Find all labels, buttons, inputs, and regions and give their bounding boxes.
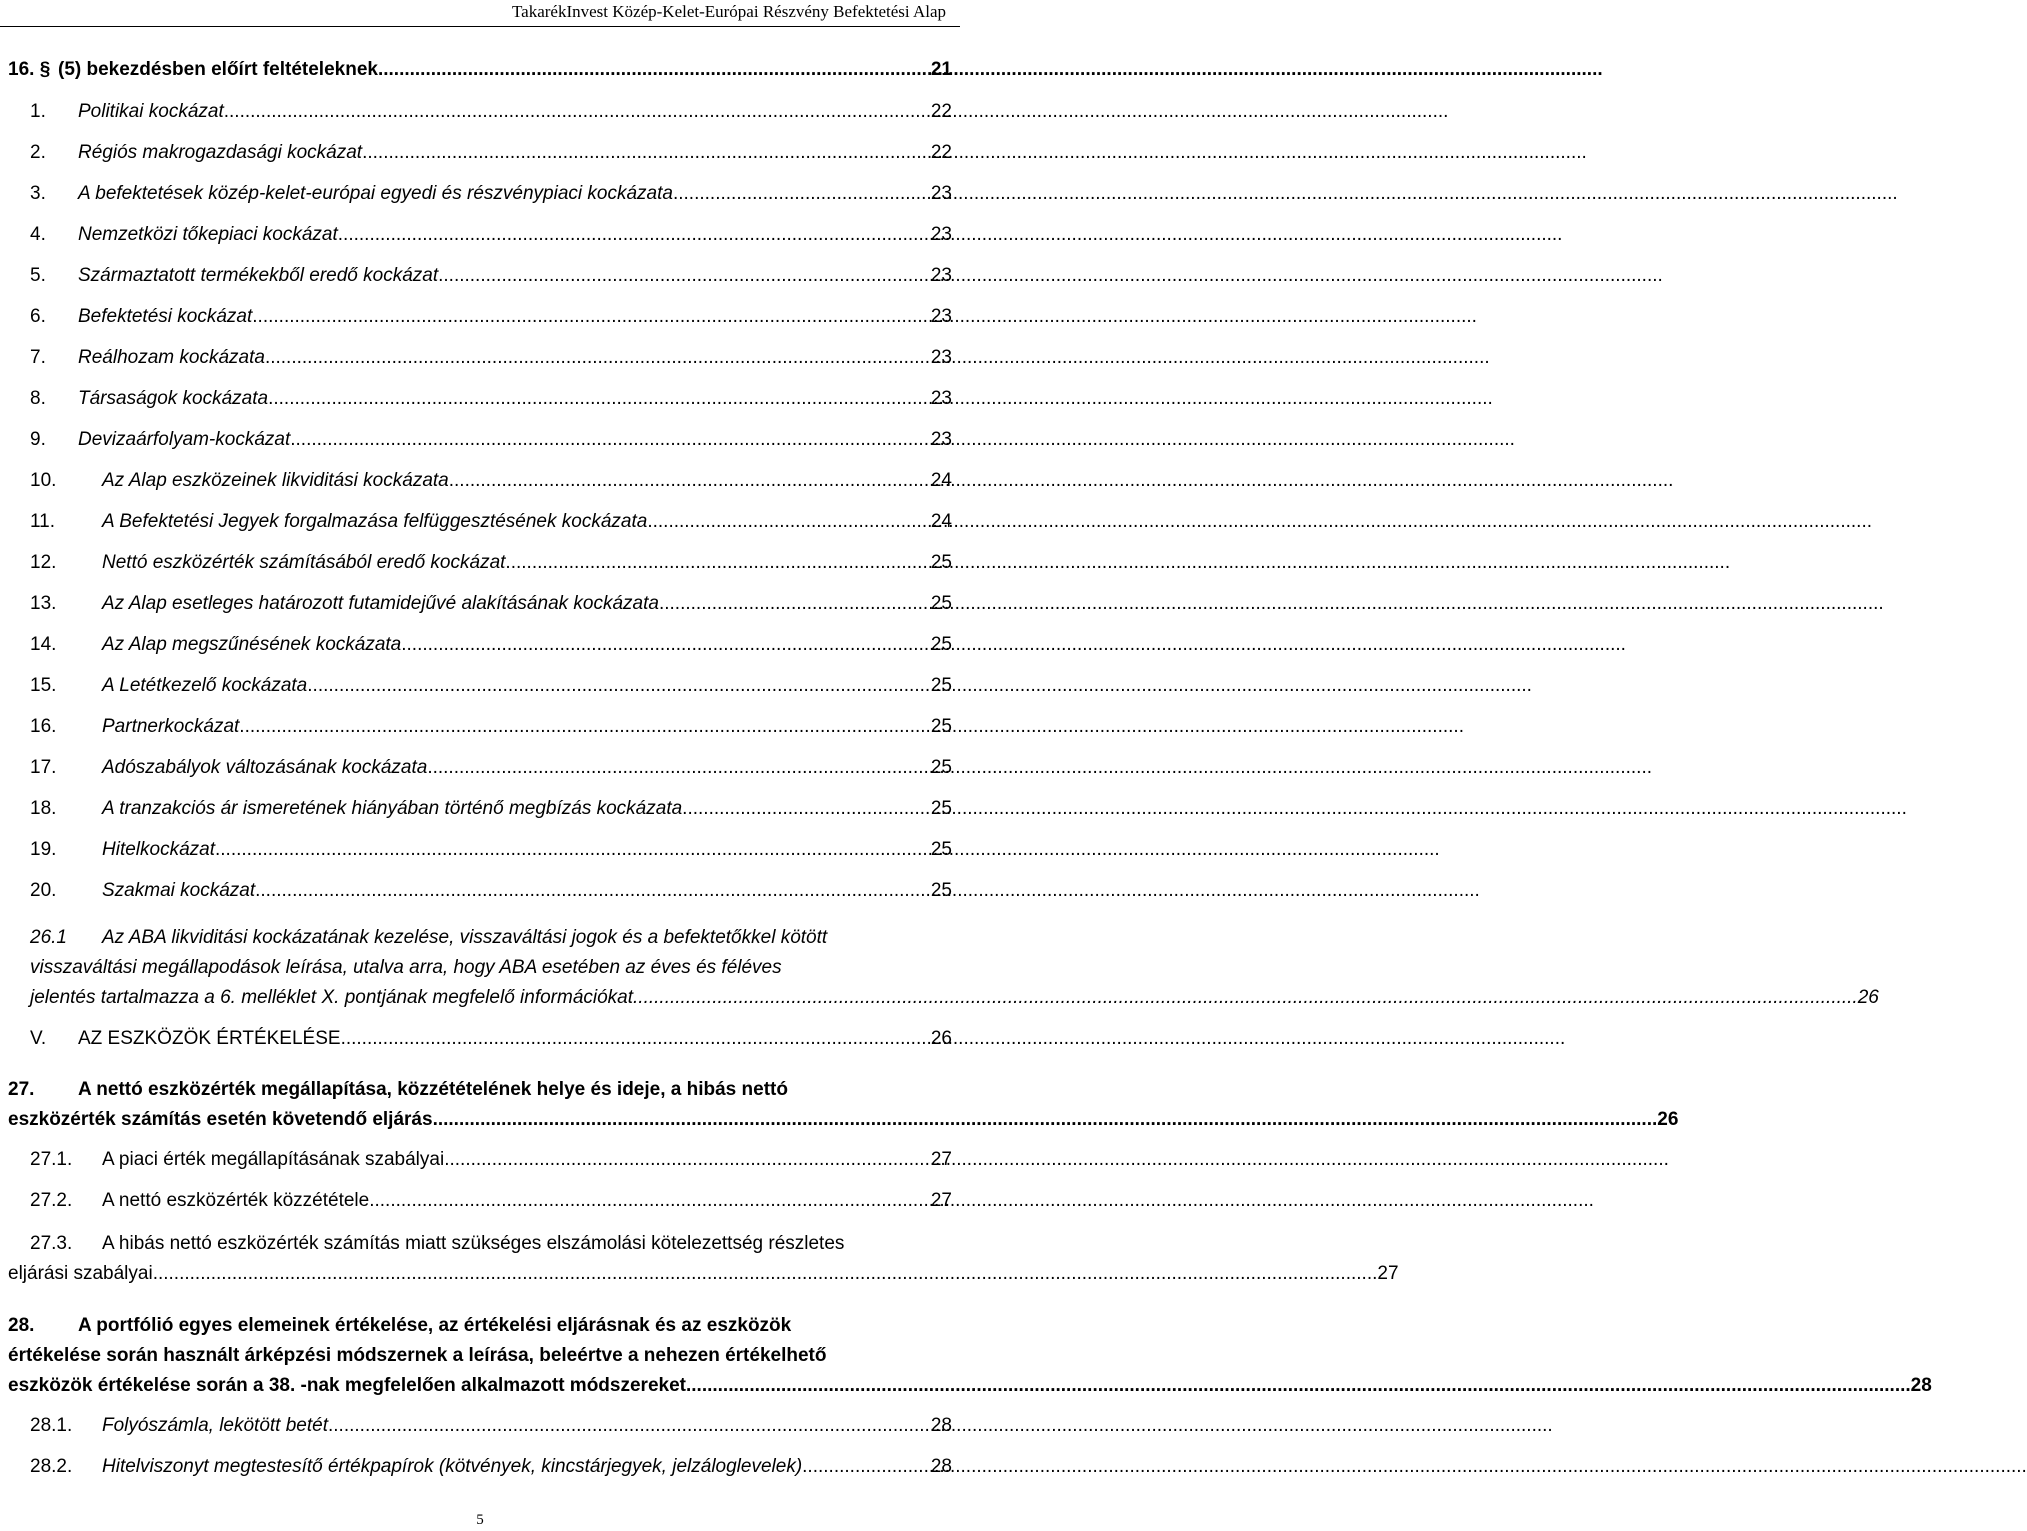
toc-entry[interactable] <box>8 581 952 622</box>
toc-leader-dots <box>444 1137 931 1182</box>
toc-entry-title: Partnerkockázat <box>102 716 240 737</box>
toc-entry[interactable] <box>8 1403 952 1444</box>
toc-leader-dots <box>673 171 931 216</box>
toc-entry-number: 27.2. <box>30 1190 73 1211</box>
toc-entry-page: 23 <box>930 306 952 327</box>
toc-leader-dots <box>802 1444 931 1489</box>
toc-leader-dots <box>268 376 931 421</box>
toc-entry-title: Devizaárfolyam-kockázat <box>78 429 291 450</box>
toc-entry-number: 6. <box>30 306 46 327</box>
toc-entry-page: 25 <box>930 716 952 737</box>
toc-entry[interactable] <box>8 47 952 89</box>
toc-entry-number: 27.3. <box>30 1233 73 1254</box>
toc-entry[interactable] <box>8 335 952 376</box>
toc-entry-page: 23 <box>930 429 952 450</box>
toc-entry-title-line: A portfólió egyes elemeinek értékelése, az értékelési eljárásnak és az eszközök <box>78 1315 792 1336</box>
toc-entry-title: Nemzetközi tőkepiaci kockázat <box>78 224 338 245</box>
toc-entry-title: Társaságok kockázata <box>78 388 269 409</box>
toc-leader-dots <box>338 212 931 257</box>
toc-entry[interactable] <box>8 827 952 868</box>
toc-entry[interactable] <box>8 663 952 704</box>
toc-entry-title: A piaci érték megállapításának szabályai <box>102 1149 445 1170</box>
toc-entry-page: 22 <box>930 101 952 122</box>
toc-entry-title-line: eszközérték számítás esetén követendő eljárás <box>8 1109 433 1130</box>
toc-entry[interactable] <box>8 212 952 253</box>
toc-entry[interactable] <box>8 909 1879 1015</box>
toc-entry[interactable] <box>8 376 952 417</box>
toc-entry-title: A befektetések közép-kelet-európai egyedi és részvénypiaci kockázata <box>78 183 673 204</box>
toc-entry[interactable] <box>8 868 952 909</box>
toc-entry-title: A tranzakciós ár ismeretének hiányában történő megbízás kockázata <box>102 798 683 819</box>
toc-entry-number: 27. <box>8 1079 35 1100</box>
toc-entry[interactable] <box>8 1444 952 1485</box>
toc-entry-page: 27 <box>930 1190 952 1211</box>
toc-leader-dots <box>686 1371 1911 1401</box>
toc-entry-number: 20. <box>30 880 57 901</box>
toc-entry-number: 1. <box>30 101 46 122</box>
toc-entry-number: 10. <box>30 470 57 491</box>
toc-entry-page: 26 <box>1657 1109 1679 1130</box>
toc-entry-title: Az Alap eszközeinek likviditási kockázata <box>102 470 449 491</box>
toc-entry-title: Folyószámla, lekötött betét <box>102 1415 328 1436</box>
toc-entry-number: 11. <box>30 511 56 532</box>
toc-entry-number: 12. <box>30 552 57 573</box>
toc-entry-number: 28.2. <box>30 1456 73 1477</box>
toc-entry-number: 27.1. <box>30 1149 73 1170</box>
toc-entry-number: 15. <box>30 675 57 696</box>
toc-entry-title: Hitelviszonyt megtestesítő értékpapírok (kötvények, kincstárjegyek, jelzáloglevelek) <box>102 1456 803 1477</box>
toc-entry[interactable] <box>8 745 952 786</box>
toc-entry[interactable] <box>8 1219 1399 1301</box>
toc-entry-title: Származtatott termékekből eredő kockázat <box>78 265 439 286</box>
toc-leader-dots <box>401 622 931 667</box>
toc-leader-dots <box>682 786 931 831</box>
toc-entry-title: Szakmai kockázat <box>102 880 256 901</box>
toc-entry[interactable] <box>8 89 952 130</box>
toc-entry[interactable] <box>8 1063 1679 1137</box>
toc-leader-dots <box>369 1178 931 1223</box>
toc-leader-dots <box>239 704 931 749</box>
page-number: 5 <box>476 1512 484 1528</box>
toc-entry[interactable] <box>8 540 952 581</box>
toc-entry-number: 28. <box>8 1315 35 1336</box>
toc-entry-title-line: eljárási szabályai <box>8 1263 153 1284</box>
toc-leader-dots <box>153 1259 1378 1289</box>
toc-entry-title-line: eszközök értékelése során a 38. -nak megfelelően alkalmazott módszereket <box>8 1375 686 1396</box>
toc-entry-number: 4. <box>30 224 46 245</box>
toc-entry-page: 23 <box>930 265 952 286</box>
toc-entry[interactable] <box>8 499 952 540</box>
toc-entry-title: Nettó eszközérték számításából eredő kockázat <box>102 552 506 573</box>
toc-entry-page: 25 <box>930 757 952 778</box>
toc-entry[interactable] <box>8 1301 1932 1403</box>
toc-entry-number: 5. <box>30 265 46 286</box>
toc-entry-page: 23 <box>930 183 952 204</box>
toc-entry-title: AZ ESZKÖZÖK ÉRTÉKELÉSE <box>78 1028 341 1049</box>
toc-leader-dots <box>341 1015 931 1063</box>
toc-leader-dots <box>255 868 931 913</box>
toc-leader-dots <box>290 417 931 462</box>
toc-leader-dots <box>505 540 930 585</box>
toc-entry[interactable] <box>8 458 952 499</box>
toc-entry-number: 9. <box>30 429 46 450</box>
toc-entry[interactable] <box>8 1178 952 1219</box>
toc-leader-dots <box>307 663 931 708</box>
toc-entry[interactable] <box>8 171 952 212</box>
toc-entry-title-line: értékelése során használt árképzési módszernek a leírása, beleértve a nehezen értékelhető <box>8 1345 827 1366</box>
toc-entry-number: 8. <box>30 388 46 409</box>
toc-entry-number: 28.1. <box>30 1415 73 1436</box>
toc-entry-page: 24 <box>930 511 952 532</box>
toc-entry-title: A nettó eszközérték közzététele <box>102 1190 370 1211</box>
toc-entry-number: 18. <box>30 798 57 819</box>
toc-entry[interactable] <box>8 417 952 458</box>
toc-entry[interactable] <box>8 130 952 171</box>
toc-entry-title-line: jelentés tartalmazza a 6. melléklet X. pontjának megfelelő információkat <box>30 987 634 1008</box>
toc-entry-page: 23 <box>930 224 952 245</box>
toc-entry-number: 26.1 <box>30 927 67 948</box>
toc-entry-title: Hitelkockázat <box>102 839 215 860</box>
toc-entry-number: 2. <box>30 142 46 163</box>
toc-entry-page: 26 <box>930 1028 952 1049</box>
toc-leader-dots <box>328 1403 931 1448</box>
toc-entry-page: 24 <box>930 470 952 491</box>
toc-entry-page: 27 <box>1377 1263 1399 1284</box>
toc-entry-page: 23 <box>930 347 952 368</box>
toc-entry-number: 3. <box>30 183 46 204</box>
toc-entry-title: Reálhozam kockázata <box>78 347 265 368</box>
toc-entry-page: 22 <box>930 142 952 163</box>
toc-entry-number: 14. <box>30 634 57 655</box>
toc-entry-page: 28 <box>1910 1375 1932 1396</box>
toc-entry[interactable] <box>8 704 952 745</box>
toc-leader-dots <box>633 983 1858 1013</box>
toc-entry-page: 23 <box>930 388 952 409</box>
toc-leader-dots <box>449 458 931 503</box>
toc-leader-dots <box>438 253 931 298</box>
toc-entry-title: A Befektetési Jegyek forgalmazása felfüggesztésének kockázata <box>102 511 648 532</box>
toc-entry-page: 27 <box>930 1149 952 1170</box>
toc-entry-title: Régiós makrogazdasági kockázat <box>78 142 363 163</box>
toc-entry[interactable] <box>8 1137 952 1178</box>
toc-leader-dots <box>427 745 931 790</box>
toc-entry-number: V. <box>30 1028 47 1049</box>
toc-leader-dots <box>265 335 931 380</box>
toc-entry[interactable] <box>8 1015 952 1063</box>
toc-entry-title: A Letétkezelő kockázata <box>102 675 308 696</box>
toc-entry-title-line: A nettó eszközérték megállapítása, közzétételének helye és ideje, a hibás nettó <box>78 1079 788 1100</box>
toc-leader-dots <box>215 827 931 872</box>
table-of-contents <box>8 47 1932 1485</box>
toc-entry-page: 25 <box>930 593 952 614</box>
toc-entry-title-line: visszaváltási megállapodások leírása, utalva arra, hogy ABA esetében az éves és féléves <box>30 957 782 978</box>
page-header <box>0 0 960 27</box>
toc-leader-dots <box>647 499 931 544</box>
toc-leader-dots <box>362 130 931 175</box>
toc-entry-number: 19. <box>30 839 57 860</box>
toc-entry[interactable] <box>8 294 952 335</box>
toc-entry-page: 21 <box>930 59 952 80</box>
toc-entry-number: 7. <box>30 347 46 368</box>
toc-entry-title-line: Az ABA likviditási kockázatának kezelése, visszaváltási jogok és a befektetőkkel kötött <box>102 927 828 948</box>
toc-entry-title-line: A hibás nettó eszközérték számítás miatt szükséges elszámolási kötelezettség részletes <box>102 1233 845 1254</box>
toc-entry-page: 25 <box>930 552 952 573</box>
toc-entry-number: 16. § <box>8 59 51 80</box>
toc-leader-dots <box>224 89 931 134</box>
toc-entry-title: (5) bekezdésben előírt feltételeknek <box>58 59 378 80</box>
header-rule <box>0 26 960 27</box>
toc-entry-title: Az Alap esetleges határozott futamidejűvé alakításának kockázata <box>102 593 659 614</box>
toc-entry-title: Adószabályok változásának kockázata <box>102 757 428 778</box>
toc-entry-number: 17. <box>30 757 57 778</box>
toc-entry-title: Befektetési kockázat <box>78 306 253 327</box>
toc-entry-page: 28 <box>930 1456 952 1477</box>
toc-entry-number: 16. <box>30 716 57 737</box>
toc-entry-page: 28 <box>930 1415 952 1436</box>
toc-entry[interactable] <box>8 253 952 294</box>
toc-leader-dots <box>433 1105 1658 1135</box>
toc-entry-page: 25 <box>930 839 952 860</box>
toc-leader-dots <box>378 47 931 92</box>
toc-leader-dots <box>659 581 931 626</box>
toc-entry-page: 25 <box>930 880 952 901</box>
toc-entry-page: 25 <box>930 675 952 696</box>
toc-entry-page: 25 <box>930 798 952 819</box>
toc-leader-dots <box>252 294 931 339</box>
document-title: TakarékInvest Közép-Kelet-Európai Részvény Befektetési Alap <box>511 2 946 21</box>
toc-entry-number: 13. <box>30 593 57 614</box>
toc-entry-title: Az Alap megszűnésének kockázata <box>102 634 402 655</box>
toc-entry-title: Politikai kockázat <box>78 101 224 122</box>
toc-entry-page: 26 <box>1857 987 1879 1008</box>
toc-entry[interactable] <box>8 622 952 663</box>
toc-entry[interactable] <box>8 786 952 827</box>
toc-entry-page: 25 <box>930 634 952 655</box>
